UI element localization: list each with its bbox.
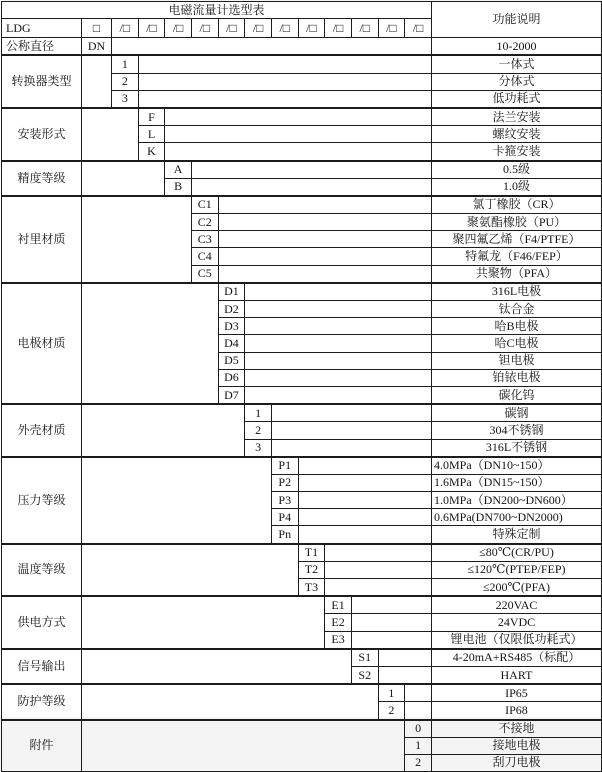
code-cell: Pn (271, 526, 298, 544)
description-cell: 220VAC (431, 596, 601, 614)
description-cell: 接地电极 (431, 737, 601, 754)
span-cell (271, 439, 431, 457)
code-cell: C5 (191, 265, 218, 283)
description-cell: 锂电池（仅限低功耗式） (431, 631, 601, 649)
span-cell (218, 231, 431, 248)
code-cell: 3 (112, 90, 139, 108)
category-label: 电极材质 (2, 283, 82, 404)
description-cell: ≤80℃(CR/PU) (431, 544, 601, 562)
span-cell (138, 90, 431, 108)
description-cell: 螺纹安装 (431, 126, 601, 143)
span-cell (245, 335, 432, 352)
span-cell (245, 318, 432, 335)
span-cell (218, 265, 431, 283)
model-slot-box: /□ (298, 19, 325, 38)
description-cell: 聚氨酯橡胶（PU） (431, 214, 601, 231)
span-cell (298, 509, 431, 526)
description-cell: 聚四氟乙烯（F4/PTFE） (431, 231, 601, 248)
span-cell (82, 544, 299, 597)
code-cell: 1 (405, 737, 432, 754)
function-header: 功能说明 (431, 2, 601, 38)
model-slot-box: /□ (245, 19, 272, 38)
category-label: 衬里材质 (2, 196, 82, 283)
description-cell: 不接地 (431, 720, 601, 738)
code-cell: C1 (191, 196, 218, 214)
span-cell (405, 684, 432, 702)
model-slot-box: /□ (378, 19, 405, 38)
model-slot-box: /□ (351, 19, 378, 38)
span-cell (165, 108, 432, 126)
span-cell (191, 178, 431, 196)
code-cell: D7 (218, 386, 245, 404)
description-cell: IP68 (431, 702, 601, 720)
model-slot-box: /□ (191, 19, 218, 38)
description-cell: ≤120℃(PTEP/FEP) (431, 561, 601, 578)
span-cell (218, 248, 431, 265)
code-cell: D3 (218, 318, 245, 335)
code-cell: B (165, 178, 192, 196)
description-cell: 304不锈钢 (431, 422, 601, 439)
category-label: 信号输出 (2, 649, 82, 684)
description-cell: 氯丁橡胶（CR） (431, 196, 601, 214)
code-cell: C4 (191, 248, 218, 265)
span-cell (245, 301, 432, 318)
description-cell: HART (431, 666, 601, 684)
description-cell: IP65 (431, 684, 601, 702)
description-cell: 共聚物（PFA） (431, 265, 601, 283)
span-cell (82, 196, 192, 283)
code-cell: T1 (298, 544, 325, 562)
span-cell (82, 596, 325, 649)
category-label: 外壳材质 (2, 404, 82, 457)
span-cell (378, 649, 431, 667)
span-cell (112, 38, 432, 56)
description-cell: 刮刀电极 (431, 754, 601, 771)
description-cell: 钛合金 (431, 301, 601, 318)
code-cell: D6 (218, 369, 245, 386)
model-slot-box: /□ (138, 19, 165, 38)
description-cell: 316L不锈钢 (431, 439, 601, 457)
code-cell: 2 (378, 702, 405, 720)
span-cell (405, 702, 432, 720)
description-cell: 316L电极 (431, 283, 601, 301)
model-slot-box: /□ (325, 19, 352, 38)
category-label: 精度等级 (2, 161, 82, 196)
model-base-box: □ (82, 19, 112, 38)
code-cell: 3 (245, 439, 272, 457)
code-cell: DN (82, 38, 112, 56)
code-cell: E3 (325, 631, 352, 649)
description-cell: 碳化钨 (431, 386, 601, 404)
description-cell: 10-2000 (431, 38, 601, 56)
code-cell: P3 (271, 492, 298, 509)
description-cell: 特氟龙（F46/FEP） (431, 248, 601, 265)
code-cell: S1 (351, 649, 378, 667)
description-cell: 低功耗式 (431, 90, 601, 108)
span-cell (245, 352, 432, 369)
description-cell: 一体式 (431, 55, 601, 73)
span-cell (325, 579, 432, 597)
span-cell (82, 283, 219, 404)
span-cell (325, 544, 432, 562)
span-cell (245, 283, 432, 301)
code-cell: T3 (298, 579, 325, 597)
code-cell: E2 (325, 614, 352, 631)
model-prefix: LDG (2, 19, 82, 38)
span-cell (191, 161, 431, 179)
span-cell (138, 55, 431, 73)
span-cell (351, 631, 431, 649)
code-cell: D4 (218, 335, 245, 352)
span-cell (82, 404, 245, 457)
span-cell (245, 386, 432, 404)
code-cell: D5 (218, 352, 245, 369)
category-label: 温度等级 (2, 544, 82, 597)
span-cell (298, 526, 431, 544)
span-cell (218, 214, 431, 231)
category-label: 公称直径 (2, 38, 82, 56)
code-cell: 1 (245, 404, 272, 422)
span-cell (325, 561, 432, 578)
code-cell: E1 (325, 596, 352, 614)
span-cell (351, 614, 431, 631)
description-cell: 4.0MPa（DN10~150） (431, 457, 601, 475)
description-cell: 特殊定制 (431, 526, 601, 544)
code-cell: 2 (112, 73, 139, 90)
description-cell: 卡箍安装 (431, 143, 601, 161)
selection-sheet (0, 1, 600, 770)
description-cell: 分体式 (431, 73, 601, 90)
code-cell: L (138, 126, 165, 143)
model-slot-box: /□ (112, 19, 139, 38)
span-cell (351, 596, 431, 614)
selection-table (1, 1, 602, 772)
code-cell: 2 (405, 754, 432, 771)
span-cell (378, 666, 431, 684)
span-cell (298, 492, 431, 509)
span-cell (82, 457, 272, 544)
span-cell (165, 126, 432, 143)
code-cell: C2 (191, 214, 218, 231)
code-cell: 2 (245, 422, 272, 439)
description-cell: 1.6MPa（DN15~150） (431, 474, 601, 491)
code-cell: F (138, 108, 165, 126)
description-cell: 1.0级 (431, 178, 601, 196)
code-cell: 1 (378, 684, 405, 702)
description-cell: 0.6MPa(DN700~DN2000) (431, 509, 601, 526)
category-label: 供电方式 (2, 596, 82, 649)
span-cell (82, 720, 405, 772)
category-label: 转换器类型 (2, 55, 82, 108)
code-cell: P1 (271, 457, 298, 475)
description-cell: 铂铱电极 (431, 369, 601, 386)
code-cell: P2 (271, 474, 298, 491)
code-cell: 1 (112, 55, 139, 73)
description-cell: 1.0MPa（DN200~DN600） (431, 492, 601, 509)
description-cell: 哈B电极 (431, 318, 601, 335)
model-slot-box: /□ (405, 19, 432, 38)
code-cell: 0 (405, 720, 432, 738)
description-cell: 0.5级 (431, 161, 601, 179)
span-cell (245, 369, 432, 386)
category-label: 压力等级 (2, 457, 82, 544)
category-label: 安装形式 (2, 108, 82, 161)
span-cell (82, 684, 379, 719)
span-cell (165, 143, 432, 161)
span-cell (218, 196, 431, 214)
description-cell: 碳钢 (431, 404, 601, 422)
span-cell (82, 649, 352, 684)
description-cell: 法兰安装 (431, 108, 601, 126)
span-cell (138, 73, 431, 90)
span-cell (82, 108, 139, 161)
span-cell (82, 161, 165, 196)
span-cell (271, 422, 431, 439)
span-cell (271, 404, 431, 422)
span-cell (298, 474, 431, 491)
model-slot-box: /□ (165, 19, 192, 38)
description-cell: 4-20mA+RS485（标配） (431, 649, 601, 667)
code-cell: C3 (191, 231, 218, 248)
description-cell: ≤200℃(PFA) (431, 579, 601, 597)
description-cell: 钽电极 (431, 352, 601, 369)
category-label: 附件 (2, 720, 82, 772)
description-cell: 哈C电极 (431, 335, 601, 352)
code-cell: S2 (351, 666, 378, 684)
category-label: 防护等级 (2, 684, 82, 719)
code-cell: A (165, 161, 192, 179)
span-cell (298, 457, 431, 475)
code-cell: D2 (218, 301, 245, 318)
table-title: 电磁流量计选型表 (2, 2, 432, 19)
code-cell: K (138, 143, 165, 161)
description-cell: 24VDC (431, 614, 601, 631)
code-cell: T2 (298, 561, 325, 578)
model-slot-box: /□ (218, 19, 245, 38)
code-cell: D1 (218, 283, 245, 301)
code-cell: P4 (271, 509, 298, 526)
model-slot-box: /□ (271, 19, 298, 38)
span-cell (82, 55, 112, 108)
